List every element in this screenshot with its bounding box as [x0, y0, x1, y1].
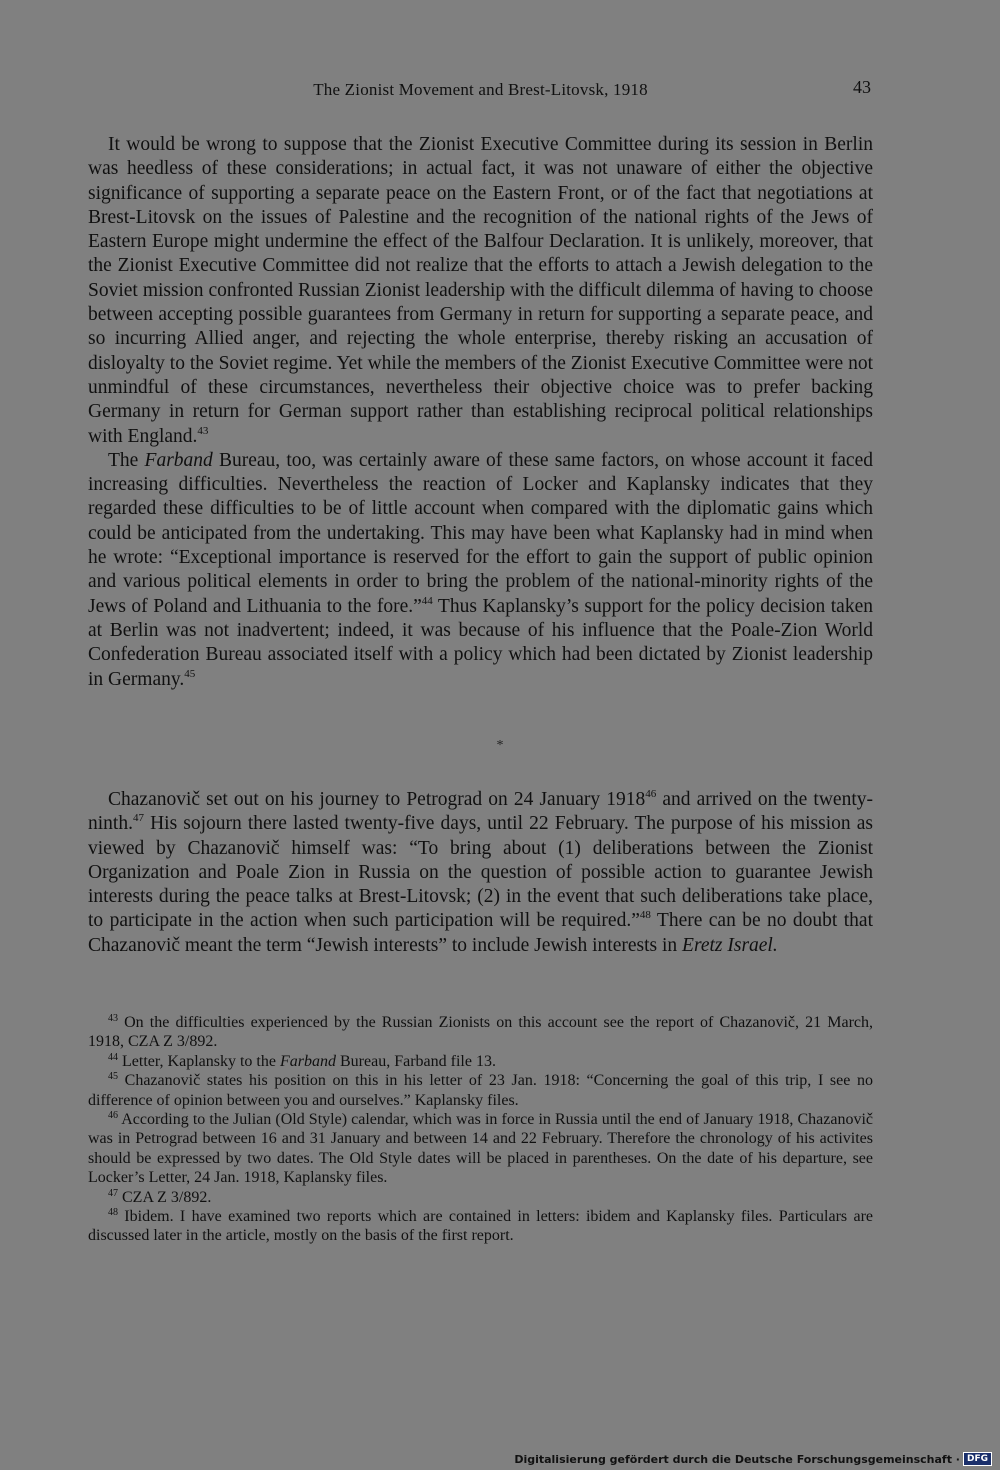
section-separator: *: [496, 738, 504, 753]
footnote-number: 45: [108, 1071, 118, 1083]
footnote-number: 44: [108, 1051, 118, 1063]
footnote-ref-48[interactable]: 48: [639, 909, 651, 922]
main-text-section-2: [88, 788, 873, 958]
footnote-text: According to the Julian (Old Style) calendar, which was in force in Russia until the end of January 1918, Chazanovič was in Petrograd between 16 and 31 January and between 14 and 22 February. Therefore the chronology of his activites should be expressed by two dates. The Old Style dates will be placed in parentheses. On the date of his departure, see Locker’s Letter, 24 Jan. 1918, Kaplansky files.: [88, 1111, 873, 1187]
paragraph-3-text-c: His sojourn there lasted twenty-five days, until 22 February. The purpose of his mission as viewed by Chazanovič himself was: “To bring about (1) deliberations between the Zionist Organization and Poale Zion in Russia on the question of possible action to guarantee Jewish interests during the peace talks at Brest-Litovsk; (2) in the event that such deliberations take place, to participate in the action when such participation will be required.”: [88, 813, 873, 932]
paragraph-3-text-a: Chazanovič set out on his journey to Petrograd on 24 January 1918: [108, 789, 646, 810]
paragraph-2-text-a: Bureau, too, was certainly aware of these same factors, on whose account it faced increasing difficulties. Nevertheless the reaction of Locker and Kaplansky indicates that they regarded these difficulties to be of little account when compared with the diplomatic gains which could be anticipated from the undertaking. This may have been what Kaplansky had in mind when he wrote: “Exceptional importance is reserved for the effort to gain the support of public opinion and various political elements in order to bring the problem of the national-minority rights of the Jews of Poland and Lithuania to the fore.”: [88, 449, 873, 617]
footnote-45: [88, 1071, 873, 1110]
paragraph-3-text-d: There can be no doubt that Chazanovič meant the term “Jewish interests” to include Jewish interests in: [88, 910, 873, 956]
footnote-number: 43: [108, 1013, 118, 1024]
eretz-israel-italic: Eretz Israel.: [682, 934, 778, 956]
footnote-48: [88, 1207, 873, 1246]
paragraph-3: [88, 788, 873, 958]
footnote-47: [88, 1188, 873, 1207]
footnote-text: On the difficulties experienced by the Russian Zionists on this account see the report of Chazanovič, 21 March, 1918, CZA Z 3/892.: [88, 1014, 873, 1051]
footnote-44: [88, 1052, 873, 1071]
paragraph-3-text-b: and arrived on the twenty-ninth.: [88, 789, 873, 835]
footnote-ref-47[interactable]: 47: [132, 812, 144, 825]
footnote-ref-43[interactable]: 43: [197, 424, 209, 437]
farband-italic: Farband: [144, 449, 213, 471]
footnote-ref-44[interactable]: 44: [421, 594, 433, 607]
footnote-43: [88, 1013, 873, 1052]
dfg-logo: DFG: [963, 1452, 992, 1466]
footnotes: [88, 1013, 873, 1246]
footnote-text: CZA Z 3/892.: [118, 1188, 212, 1206]
footnote-number: 46: [108, 1110, 118, 1122]
footnote-46: [88, 1110, 873, 1188]
footnote-number: 47: [108, 1187, 118, 1199]
credit-text: Digitalisierung gefördert durch die Deutsche Forschungsgemeinschaft ·: [514, 1452, 960, 1466]
running-title: The Zionist Movement and Brest-Litovsk, 1918: [313, 80, 648, 99]
footnote-ref-46[interactable]: 46: [645, 788, 657, 800]
paragraph-1: [88, 133, 873, 449]
digitization-credit: [514, 1452, 992, 1466]
main-text: [88, 133, 873, 692]
paragraph-2-text-b: Thus Kaplansky’s support for the policy decision taken at Berlin was not inadvertent; indeed, it was because of his influence that the Poale-Zion World Confederation Bureau associated itself with a policy which had been dictated by Zionist leadership in Germany.: [88, 595, 873, 690]
page-number: 43: [853, 77, 871, 97]
footnote-text: Ibidem. I have examined two reports which are contained in letters: ibidem and Kaplansky files. Particulars are discussed later in the article, mostly on the basis of the first report.: [88, 1208, 873, 1245]
footnote-number: 48: [108, 1207, 118, 1219]
paragraph-2-lead: The: [108, 449, 145, 471]
footnote-text: Chazanovič states his position on this in his letter of 23 Jan. 1918: “Concerning the goal of this trip, I see no difference of opinion between you and ourselves.” Kaplansky files.: [88, 1072, 873, 1109]
page-header: [88, 77, 873, 104]
paragraph-2: [88, 449, 873, 692]
footnote-ref-45[interactable]: 45: [184, 667, 196, 680]
farband-italic: Farband: [279, 1052, 336, 1070]
footnote-text: Letter, Kaplansky to the: [118, 1052, 280, 1070]
paragraph-1-text: It would be wrong to suppose that the Zionist Executive Committee during its session in Berlin was heedless of these considerations; in actual fact, it was not unaware of either the objective significance of supporting a separate peace on the Eastern Front, or of the fact that negotiations at Brest-Litovsk on the issues of Palestine and the recognition of the national rights of the Jews of Eastern Europe might undermine the effect of the Balfour Declaration. It is unlikely, moreover, that the Zionist Executive Committee did not realize that the efforts to attach a Jewish delegation to the Soviet mission confronted Russian Zionist leadership with the difficult dilemma of having to choose between accepting possible guarantees from Germany in return for supporting a separate peace, and so incurring Allied anger, and rejecting the whole enterprise, thereby risking an accusation of disloyalty to the Soviet regime. Yet while the members of the Zionist Executive Committee were not unmindful of these circumstances, nevertheless their objective choice was to prefer backing Germany in return for German support rather than establishing reciprocal political relationships with England.: [88, 134, 873, 447]
footnote-text: Bureau, Farband file 13.: [335, 1052, 496, 1070]
